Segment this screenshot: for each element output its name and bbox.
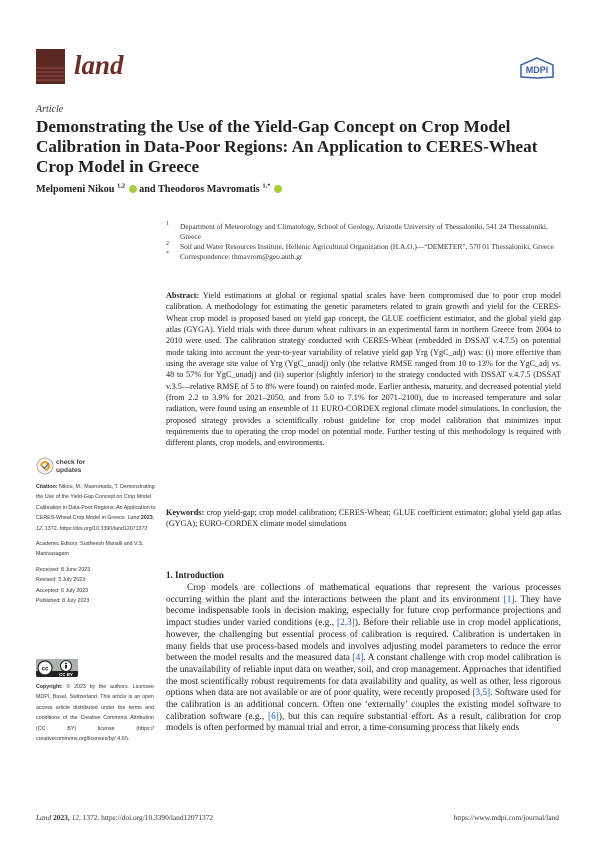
citation-link[interactable]: [4] (352, 653, 364, 664)
correspondence-text[interactable]: Correspondence: thmavrom@geo.auth.gr (180, 251, 303, 261)
received-date: Received: 8 June 2023 (36, 566, 91, 573)
revised-date: Revised: 3 July 2023 (36, 577, 86, 584)
citation-doi-link[interactable]: https://doi.org/10.3390/land12071372 (59, 525, 148, 532)
article-type: Article (36, 104, 64, 115)
affiliation-number: * (166, 250, 169, 257)
cc-badge-label: CC BY (58, 672, 74, 677)
intro-text: Crop models are collections of mathematical equations that represent the various processes occurring within the plant and the interactions between the plant and its environment (166, 583, 561, 605)
footer-journal: Land (36, 813, 52, 822)
footer-journal-url[interactable]: https://www.mdpi.com/journal/land (453, 813, 559, 822)
intro-text: ), but this can require substantial effort. As a result, calibration for crop models is often performed by manual trial and error, a time-consuming process that likely ends (166, 711, 561, 734)
affiliation-number: 1 (166, 221, 169, 227)
affiliation-item (166, 242, 561, 252)
journal-logo (36, 49, 65, 84)
citation-link[interactable]: [1] (503, 594, 515, 605)
citation-pages: 1372. (44, 525, 59, 532)
mdpi-logo-text: MDPI (525, 65, 549, 75)
orcid-icon[interactable] (129, 185, 137, 193)
svg-text:cc: cc (41, 666, 49, 673)
sidebar-info (36, 482, 156, 606)
citation-year: 2023 (140, 515, 153, 522)
intro-text: ). Before their reliable use in crop model applications, however, the challenging but essential process of calibration is required. Calibration is undertaken in many fields that use process-based models and involves adjusting model parameters to reduce the error between the model results and the measured data (166, 618, 561, 664)
intro-text: . Software used for the calibration is an additional concern. Often one ‘externally’ couples the existing model software to calibration software (e.g., (166, 688, 561, 722)
citation-label: Citation: (36, 484, 58, 490)
affiliation-number: 2 (166, 240, 169, 247)
keywords-text: crop yield-gap; crop model calibration; CERES-Wheat; GLUE coefficient estimator; global yield gap atlas (GYGA); EURO-CORDEX climate model simulations (166, 508, 562, 529)
affiliations (166, 222, 561, 262)
abstract-text: Yield estimations at global or regional spatial scales have been compromised due to poor crop model calibration. A methodology for estimating the genetic parameters related to grain growth and yield for the CERES-Wheat crop model is proposed based on yield gap concept, the GLUE coefficient estimator, and the global yield gap atlas (GYGA). Yield trials with three durum wheat cultivars in an experimental farm in northern Greece from 2004 to 2010 were used. The calibration strategy conducted with CERES-Wheat (embedded in DSSAT v.4.7.5) on potential mode taking into account the year-to-year variability of relative yield gap Yrg (YgC_adj) was: (i) more effective than using the average site value of Yrg (YgC_unadj) only (the relative RMSE ranged from 10 to 13% for the YgC_adj vs. 48 to 57% for YgC_unadj) and (ii) superior (slightly inferior) to the strategy conducted with DSSAT v.4.7.5 (DSSAT v.3.5—relative RMSE of 5 to 8% were found) on rainfed mode. Earlier anthesis, maturity, and decreased potential yield (from 2.2 to 3.9% for 2021–2050, and from 5.0 to 7.1% for 2071–2100), due to increased temperature and solar radiation, were found using an ensemble of 11 EURO-CORDEX regional climate model simulations. In conclusion, the proposed strategy provides a scientifically robust guideline for crop model calibration that minimizes input requirements due to operating the crop model on potential mode. Further testing of this methodology is required with different plants, crop models, and environments. (166, 291, 561, 448)
copyright-notice (36, 682, 154, 744)
abstract (166, 290, 561, 449)
affiliation-text: Department of Meteorology and Climatology, School of Geology, Aristotle University of Thessaloniki, 541 24 Thessaloniki, Greece (180, 222, 548, 241)
citation-journal: Land (127, 515, 140, 522)
author-list (36, 184, 556, 195)
journal-name: land (74, 50, 124, 80)
footer-volume: 12, (71, 813, 81, 822)
check-line-2: updates (56, 466, 82, 474)
section-heading: 1. Introduction (166, 570, 224, 580)
author-affiliation-sup: 1,* (262, 182, 271, 190)
intro-paragraph (166, 583, 561, 735)
footer-doi-link[interactable]: 1372. https://doi.org/10.3390/land12071372 (82, 813, 214, 822)
citation-volume: 12, (36, 525, 44, 532)
author-conjunction: and (139, 184, 156, 195)
intro-text: . They have become indispensable tools in decision making, especially for future crop performance projections and impact studies under varied conditions (e.g., (166, 594, 561, 629)
author-name[interactable]: Theodoros Mavromatis (157, 184, 260, 195)
author-name[interactable]: Melpomeni Nikou (36, 184, 115, 195)
affiliation-text: Soil and Water Resources Institute, Hellenic Agricultural Organization (H.A.O.)—“DEMETER”, 570 01 Thessaloniki, Greece (180, 241, 554, 251)
affiliation-item (166, 222, 561, 241)
footer-citation (36, 813, 213, 822)
author-affiliation-sup: 1,2 (116, 182, 126, 190)
citation-link[interactable]: [6] (268, 711, 279, 722)
intro-text: . A constant challenge with crop model calibration is the unavailability of reliable input data on weather, soil, and crop management. Approaches that identified the most scientifically robust requirements for data availability and quality, as well as other, less rigorous options when data are not available or are of poor quality, were recently proposed (166, 653, 562, 699)
citation: Citation: Nikou, M.; Mavromatis, T. Demonstrating the Use of the Yield-Gap Concept on Crop Model Calibration in Data-Poor Regions: An Application to CERES-Wheat Crop Model in Greece. Land 2023, 12, 1372. https://doi.org/10.3390/land12071372 (36, 484, 156, 532)
abstract-label: Abstract: (166, 291, 200, 300)
citation-text: Nikou, M.; Mavromatis, T. Demonstrating the Use of the Yield-Gap Concept on Crop Model Calibration in Data-Poor Regions: An Application to CERES-Wheat Crop Model in Greece. (36, 484, 156, 522)
accepted-date: Accepted: 6 July 2023 (36, 587, 89, 594)
affiliation-item (166, 252, 561, 262)
copyright-text: © 2023 by the authors. Licensee MDPI, Basel, Switzerland. This article is an open access article distributed under the terms and conditions of the Creative Commons Attribution (CC BY) license (https:// creativecommons.org/licenses/by/ 4.0/). (36, 684, 154, 743)
orcid-icon[interactable] (274, 185, 282, 193)
paper-title: Demonstrating the Use of the Yield-Gap Concept on Crop Model Calibration in Data-Poor Regions: An Application to CERES-Wheat Crop Model in Greece (36, 117, 538, 176)
check-line-1: check for (56, 459, 86, 466)
citation-link[interactable]: [3,5] (472, 688, 491, 699)
keywords (166, 507, 561, 530)
footer-year: 2023, (53, 813, 70, 822)
mdpi-logo (519, 57, 555, 79)
check-for-updates-icon (36, 457, 54, 475)
check-for-updates-text (56, 459, 85, 474)
copyright-label: Copyright: (36, 684, 63, 690)
cc-by-license-badge[interactable] (36, 659, 78, 677)
published-date: Published: 8 July 2023 (36, 598, 90, 605)
keywords-label: Keywords: (166, 508, 205, 517)
academic-editors: Academic Editors: Sudheesh Manalil and V.S. Manivasagam (36, 541, 144, 558)
check-for-updates-button[interactable] (36, 457, 116, 479)
citation-link[interactable]: [2,3] (337, 618, 355, 629)
